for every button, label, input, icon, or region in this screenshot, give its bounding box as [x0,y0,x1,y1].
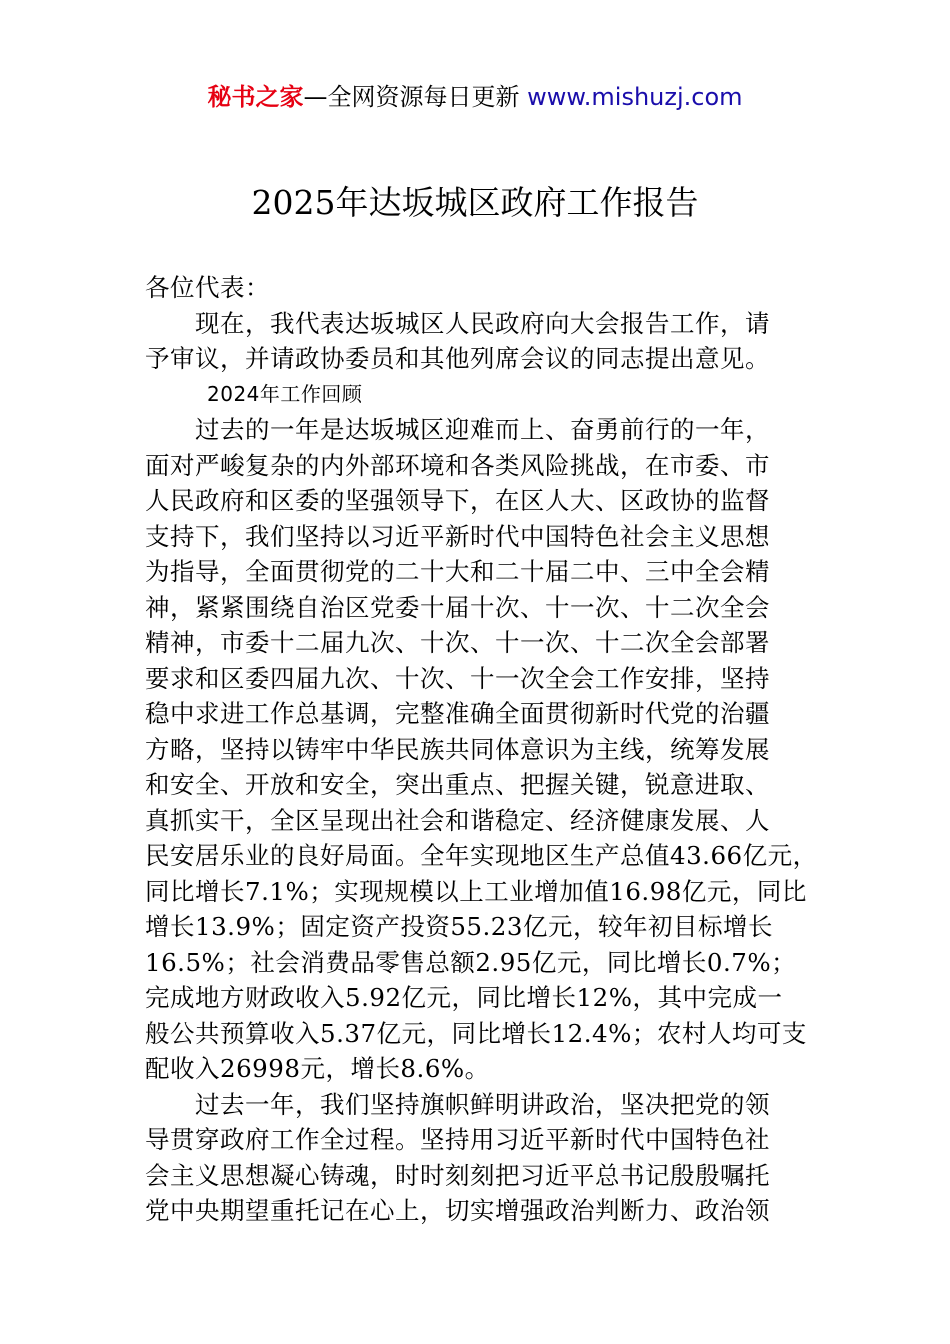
paragraph-line: 和安全、开放和安全，突出重点、把握关键，锐意进取、 [145,770,770,799]
paragraph-line: 为指导，全面贯彻党的二十大和二十届二中、三中全会精 [145,557,770,586]
paragraph-line: 真抓实干，全区呈现出社会和谐稳定、经济健康发展、人 [145,805,770,835]
paragraph-line: 增长13.9%；固定资产投资55.23亿元，较年初目标增长 [145,912,773,941]
paragraph-line: 人民政府和区委的坚强领导下，在区人大、区政协的监督 [145,486,770,515]
paragraph-line: 要求和区委四届九次、十次、十一次全会工作安排，坚持 [145,663,770,693]
document-body [145,270,835,1229]
site-url-link[interactable]: www.mishuzj.com [527,83,743,111]
paragraph-line: 过去一年，我们坚持旗帜鲜明讲政治，坚决把党的领 [195,1089,770,1119]
paragraph-line: 予审议，并请政协委员和其他列席会议的同志提出意见。 [145,344,770,373]
paragraph-line: 16.5%；社会消费品零售总额2.95亿元，同比增长0.7%； [145,947,797,977]
paragraph-line: 党中央期望重托记在心上，切实增强政治判断力、政治领 [145,1196,770,1225]
paragraph-line: 导贯穿政府工作全过程。坚持用习近平新时代中国特色社 [145,1125,770,1154]
paragraph-line: 会主义思想凝心铸魂，时时刻刻把习近平总书记殷殷嘱托 [145,1160,770,1190]
paragraph-line: 民安居乐业的良好局面。全年实现地区生产总值43.66亿元， [145,841,818,870]
site-tagline: —全网资源每日更新 [303,83,528,111]
paragraph-line: 般公共预算收入5.37亿元，同比增长12.4%；农村人均可支 [145,1018,807,1048]
paragraph-line: 同比增长7.1%；实现规模以上工业增加值16.98亿元，同比 [145,876,807,906]
paragraph-line: 支持下，我们坚持以习近平新时代中国特色社会主义思想 [145,521,770,551]
paragraph-line: 方略，坚持以铸牢中华民族共同体意识为主线，统筹发展 [145,734,770,764]
paragraph-line: 过去的一年是达坂城区迎难而上、奋勇前行的一年， [195,415,770,444]
site-header [0,80,950,114]
paragraph-line: 完成地方财政收入5.92亿元，同比增长12%，其中完成一 [145,983,783,1012]
document-title: 2025年达坂城区政府工作报告 [251,183,699,222]
paragraph-line: 配收入26998元，增长8.6%。 [145,1054,490,1083]
greeting: 各位代表： [145,273,270,302]
paragraph-line: 稳中求进工作总基调，完整准确全面贯彻新时代党的治疆 [145,699,770,728]
paragraph-line: 面对严峻复杂的内外部环境和各类风险挑战，在市委、市 [145,450,770,480]
paragraph-line: 现在，我代表达坂城区人民政府向大会报告工作，请 [195,308,770,338]
paragraph-line: 神，紧紧围绕自治区党委十届十次、十一次、十二次全会 [145,592,770,622]
site-brand: 秘书之家 [207,83,304,111]
paragraph-line: 精神，市委十二届九次、十次、十一次、十二次全会部署 [145,628,770,657]
section-heading: 2024年工作回顾 [207,381,363,406]
